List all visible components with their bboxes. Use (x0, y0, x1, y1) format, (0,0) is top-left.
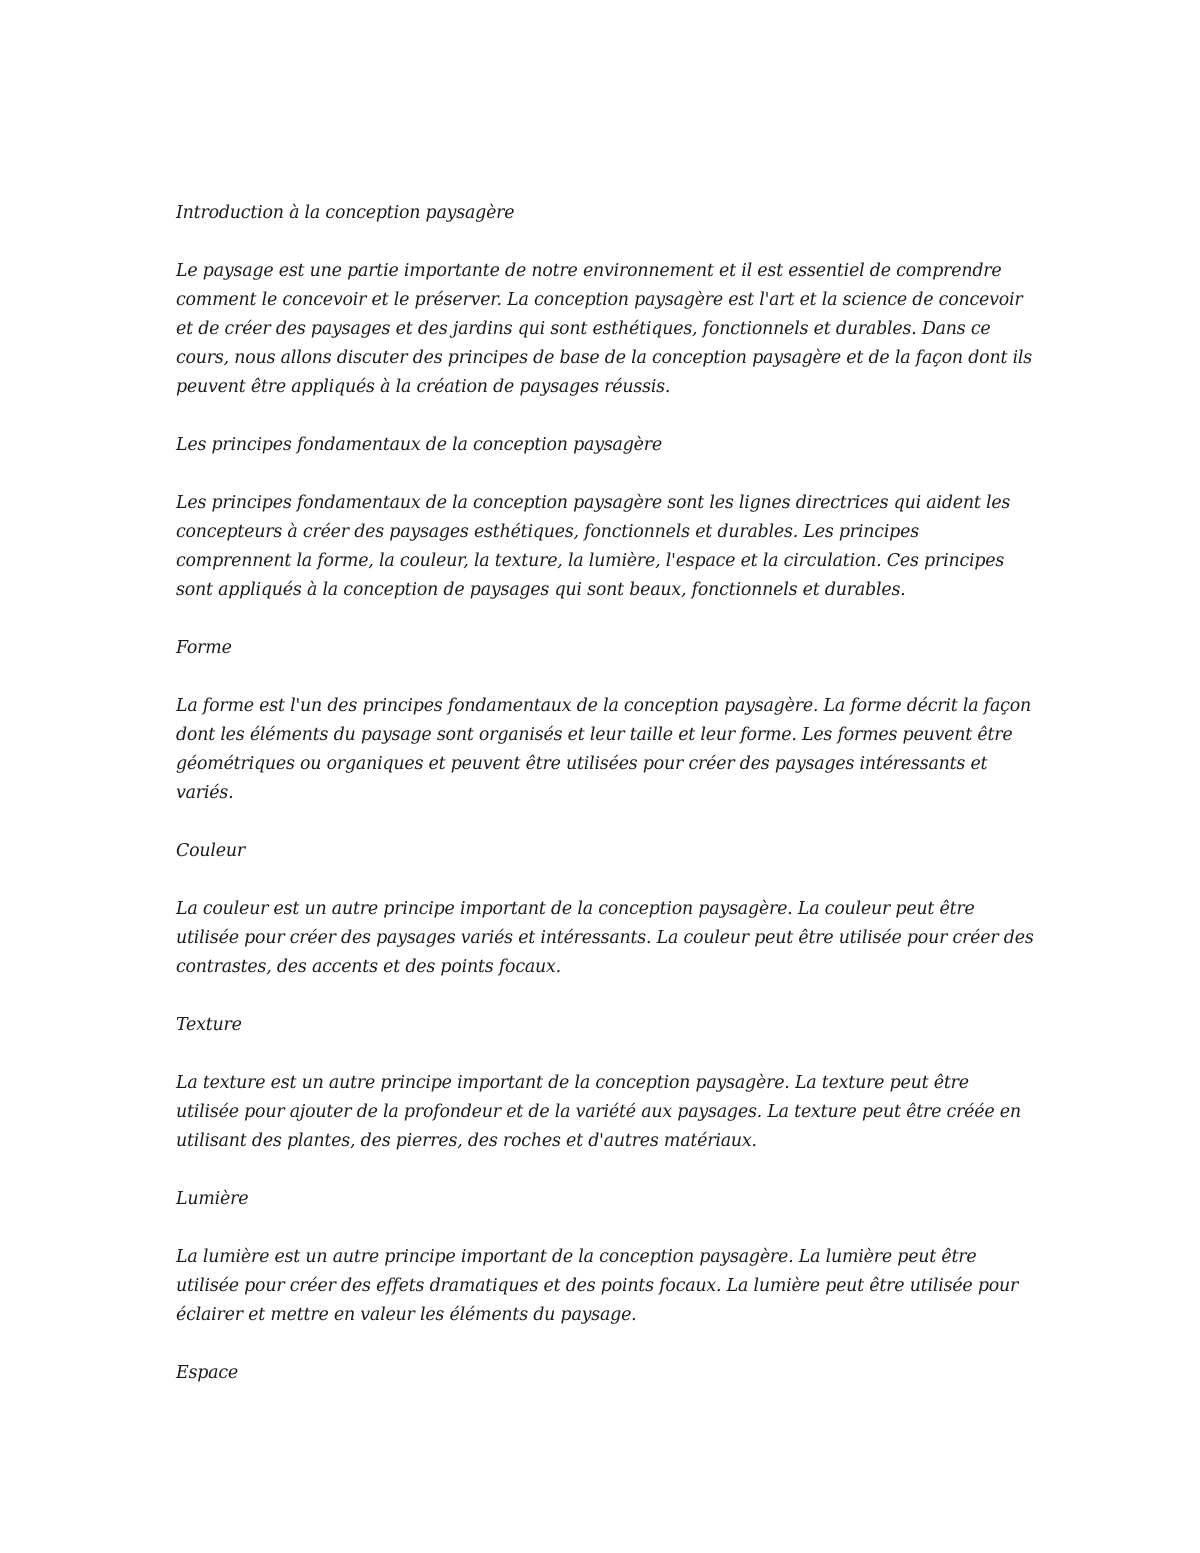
section-heading-texture: Texture (176, 1015, 242, 1035)
section-heading-forme: Forme (176, 638, 232, 658)
section-body-couleur: La couleur est un autre principe important de la conception paysagère. La couleur peut être utilisée pour créer des paysages variés et intéressants. La couleur peut être utilisée pour créer des contrastes, des accents et des points focaux. (176, 899, 1034, 977)
section-heading-lumiere: Lumière (176, 1189, 249, 1209)
document-title: Introduction à la conception paysagère (176, 203, 515, 223)
section-body-lumiere: La lumière est un autre principe important de la conception paysagère. La lumière peut être utilisée pour créer des effets dramatiques et des points focaux. La lumière peut être utilisée pour éclairer et mettre en valeur les éléments du paysage. (176, 1247, 1019, 1325)
section-heading-espace: Espace (176, 1363, 238, 1383)
section-heading-principes: Les principes fondamentaux de la conception paysagère (176, 435, 662, 455)
intro-paragraph: Le paysage est une partie importante de notre environnement et il est essentiel de comprendre comment le concevoir et le préserver. La conception paysagère est l'art et la science de concevoir et de créer des paysages et des jardins qui sont esthétiques, fonctionnels et durables. Dans ce cours, nous allons discuter des principes de base de la conception paysagère et de la façon dont ils peuvent être appliqués à la création de paysages réussis. (176, 261, 1033, 397)
section-body-texture: La texture est un autre principe important de la conception paysagère. La texture peut être utilisée pour ajouter de la profondeur et de la variété aux paysages. La texture peut être créée en utilisant des plantes, des pierres, des roches et d'autres matériaux. (176, 1073, 1021, 1151)
document-body (176, 199, 1036, 1417)
section-body-forme: La forme est l'un des principes fondamentaux de la conception paysagère. La forme décrit la façon dont les éléments du paysage sont organisés et leur taille et leur forme. Les formes peuvent être géométriques ou organiques et peuvent être utilisées pour créer des paysages intéressants et variés. (176, 696, 1031, 803)
section-body-principes: Les principes fondamentaux de la conception paysagère sont les lignes directrices qui aident les concepteurs à créer des paysages esthétiques, fonctionnels et durables. Les principes comprennent la forme, la couleur, la texture, la lumière, l'espace et la circulation. Ces principes sont appliqués à la conception de paysages qui sont beaux, fonctionnels et durables. (176, 493, 1011, 600)
section-heading-couleur: Couleur (176, 841, 245, 861)
